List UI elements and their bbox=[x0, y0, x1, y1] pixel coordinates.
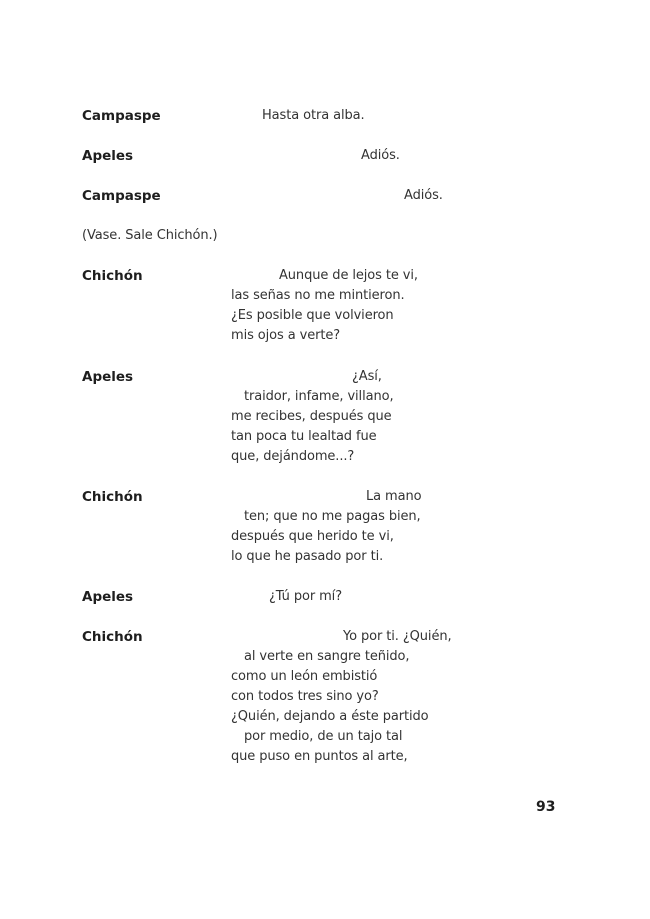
verse-line: que, dejándome...? bbox=[231, 449, 355, 464]
verse-line: Hasta otra alba. bbox=[262, 108, 365, 123]
verse-line: Adiós. bbox=[361, 148, 400, 163]
verse-line: con todos tres sino yo? bbox=[231, 689, 379, 704]
verse-line: tan poca tu lealtad fue bbox=[231, 429, 377, 444]
verse-line: ¿Es posible que volvieron bbox=[231, 308, 394, 323]
verse-line: ¿Así, bbox=[352, 369, 382, 384]
verse-line: traidor, infame, villano, bbox=[244, 389, 394, 404]
verse-line: después que herido te vi, bbox=[231, 529, 394, 544]
verse-line: que puso en puntos al arte, bbox=[231, 749, 408, 764]
speaker-name: Apeles bbox=[82, 369, 134, 385]
speaker-name: Campaspe bbox=[82, 188, 161, 204]
verse-line: mis ojos a verte? bbox=[231, 328, 341, 343]
verse-line: Yo por ti. ¿Quién, bbox=[343, 629, 452, 644]
page-number: 93 bbox=[536, 799, 556, 815]
verse-line: La mano bbox=[366, 489, 422, 504]
verse-line: Aunque de lejos te vi, bbox=[279, 268, 418, 283]
verse-line: ¿Tú por mí? bbox=[269, 589, 342, 604]
speaker-name: Apeles bbox=[82, 148, 134, 164]
verse-line: me recibes, después que bbox=[231, 409, 392, 424]
verse-line: ¿Quién, dejando a éste partido bbox=[231, 709, 429, 724]
verse-line: las señas no me mintieron. bbox=[231, 288, 405, 303]
verse-line: Adiós. bbox=[404, 188, 443, 203]
verse-line: al verte en sangre teñido, bbox=[244, 649, 410, 664]
verse-line: por medio, de un tajo tal bbox=[244, 729, 403, 744]
verse-line: ten; que no me pagas bien, bbox=[244, 509, 421, 524]
speaker-name: Chichón bbox=[82, 489, 143, 505]
stage-direction: (Vase. Sale Chichón.) bbox=[82, 228, 218, 243]
speaker-name: Apeles bbox=[82, 589, 134, 605]
speaker-name: Chichón bbox=[82, 629, 143, 645]
speaker-name: Chichón bbox=[82, 268, 143, 284]
verse-line: como un león embistió bbox=[231, 669, 378, 684]
verse-line: lo que he pasado por ti. bbox=[231, 549, 384, 564]
speaker-name: Campaspe bbox=[82, 108, 161, 124]
